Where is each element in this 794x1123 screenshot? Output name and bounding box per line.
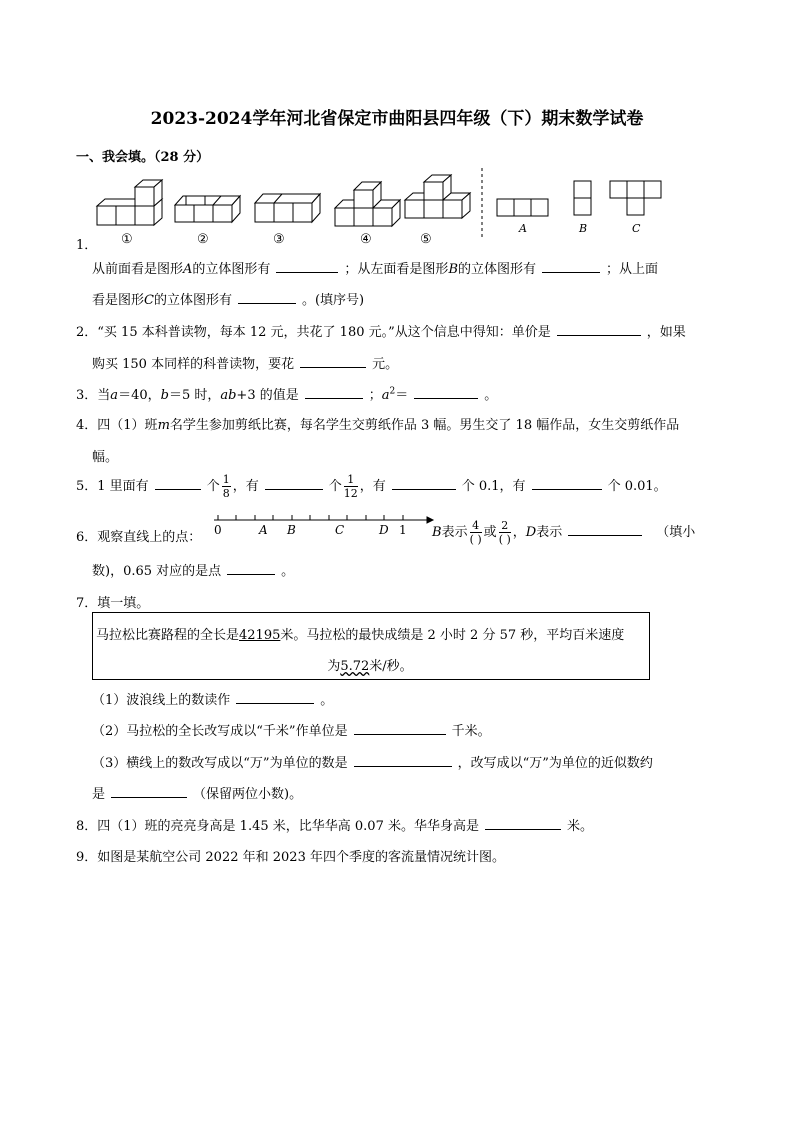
q8-blank[interactable]	[485, 817, 561, 830]
tick-label-b: B	[287, 523, 296, 537]
shape-label-5: ⑤	[420, 232, 432, 247]
tick-label-d: D	[379, 523, 389, 537]
tick-label-a: A	[259, 523, 268, 537]
box-line1: 马拉松比赛路程的全长是42195米。马拉松的最快成绩是 2 小时 2 分 57 秒，平均百米速度	[96, 628, 625, 643]
q1-line2: 看是图形C的立体图形有 。(填序号)	[92, 293, 365, 308]
q7-sub1: （1）波浪线上的数读作 。	[92, 693, 334, 708]
q7-blank-2[interactable]	[354, 722, 446, 735]
q4-line1: 4．四（1）班m名学生参加剪纸比赛，每名学生交剪纸作品 3 幅。男生交了 18 幅作品，女生交剪纸作品	[76, 418, 680, 433]
tick-label-c: C	[335, 523, 345, 537]
q9-line: 9．如图是某航空公司 2022 年和 2023 年四个季度的客流量情况统计图。	[76, 850, 505, 865]
q7-blank-1[interactable]	[236, 691, 314, 704]
box-line2: 为5.72米/秒。	[327, 659, 413, 674]
fraction-4: $\frac{4}{( )}$	[469, 519, 482, 546]
q7-sub3: （3）横线上的数改写成以“万”为单位的数是 ，改写成以“万”为单位的近似数约	[92, 756, 653, 771]
shape-label-4: ④	[360, 232, 372, 247]
q6-line2: 数)，0.65 对应的是点 。	[92, 564, 295, 579]
page-title: 2023-2024学年河北省保定市曲阳县四年级（下）期末数学试卷	[150, 109, 644, 129]
section-heading: 一、我会填。（28 分）	[76, 150, 210, 165]
fraction-1-12: $\frac{1}{12}$	[343, 473, 358, 500]
q6-label: 6．观察直线上的点：	[76, 530, 202, 545]
q1-line1: 从前面看是图形A的立体图形有 ；从左面看是图形B的立体图形有 ；从上面	[92, 262, 659, 277]
shape-label-3: ③	[273, 232, 285, 247]
q7-title: 7．填一填。	[76, 596, 150, 611]
tick-label-0: 0	[214, 523, 222, 537]
q7-sub2: （2）马拉松的全长改写成以“千米”作单位是 千米。	[92, 724, 491, 739]
view-label-a: A	[519, 222, 527, 235]
view-label-c: C	[632, 222, 641, 235]
tick-label-1: 1	[399, 523, 407, 537]
view-label-b: B	[579, 222, 588, 235]
q6-blank-e[interactable]	[227, 562, 275, 575]
q4-line2: 幅。	[92, 450, 119, 465]
q1-number: 1．	[76, 238, 98, 253]
q7-sub3-cont: 是 （保留两位小数)。	[92, 787, 303, 802]
q6-blank-d[interactable]	[568, 523, 642, 536]
q7-blank-3[interactable]	[354, 754, 452, 767]
q6-right: B表示 $\frac{4}{( )}$ 或 $\frac{2}{( )}$ ，D表示 （填小	[432, 519, 696, 546]
shape-label-1: ①	[121, 232, 133, 247]
shape-label-2: ②	[197, 232, 209, 247]
number-line	[0, 0, 794, 560]
fraction-2: $\frac{2}{( )}$	[498, 519, 511, 546]
q5-line: 5．1 里面有 个 $\frac{1}{8}$ ，有 个 $\frac{1}{12}$ ，有 个 0.1，有 个 0.01。	[76, 473, 667, 500]
q2-line1: 2．“买 15 本科普读物，每本 12 元，共花了 180 元。”从这个信息中得知：单价是 ，如果	[76, 325, 686, 340]
q7-blank-4[interactable]	[111, 785, 187, 798]
fraction-1-8: $\frac{1}{8}$	[222, 473, 230, 500]
q3-line: 3．当a＝40，b＝5 时，ab+3 的值是 ；$a^2=$ 。	[76, 386, 498, 403]
q2-line2: 购买 150 本同样的科普读物，要花 元。	[92, 357, 399, 372]
q8-line: 8．四（1）班的亮亮身高是 1.45 米，比华华高 0.07 米。华华身高是 米。	[76, 819, 593, 834]
